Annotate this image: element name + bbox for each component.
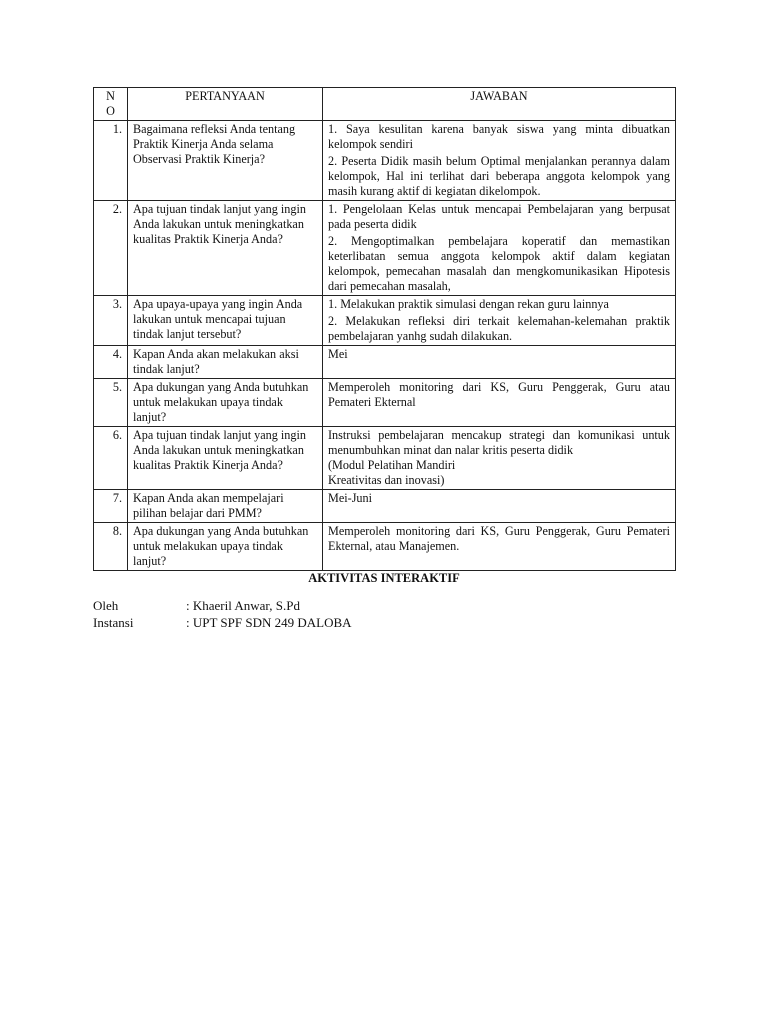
answer-line: Kreativitas dan inovasi) [328, 473, 445, 487]
header-no-line2: O [106, 104, 115, 118]
question-cell: Apa upaya-upaya yang ingin Anda lakukan untuk mencapai tujuan tindak lanjut tersebut? [128, 296, 323, 346]
answer-line: Mei [328, 347, 348, 361]
row-number: 2. [94, 201, 128, 296]
institution-line [93, 614, 352, 631]
answer-line: (Modul Pelatihan Mandiri [328, 458, 456, 472]
answer-line: Memperoleh monitoring dari KS, Guru Penggerak, Guru Pemateri Ekternal, atau Manajemen. [328, 524, 670, 553]
question-cell: Bagaimana refleksi Anda tentang Praktik Kinerja Anda selama Observasi Praktik Kinerja? [128, 121, 323, 201]
header-question: PERTANYAAN [128, 88, 323, 121]
row-number: 3. [94, 296, 128, 346]
answer-line: Memperoleh monitoring dari KS, Guru Penggerak, Guru atau Pemateri Ekternal [328, 380, 670, 409]
answer-cell [323, 523, 676, 571]
table-row [94, 379, 676, 427]
row-number: 8. [94, 523, 128, 571]
question-cell: Apa tujuan tindak lanjut yang ingin Anda lakukan untuk meningkatkan kualitas Praktik Kinerja Anda? [128, 427, 323, 490]
answer-line: 2. Mengoptimalkan pembelajara koperatif dan memastikan keterlibatan semua anggota kelompok aktif dalam kegiatan kelompok, pemecahan masalah dan mengkomunikasikan Hipotesis dari pemecahan masalah, [328, 234, 670, 293]
answer-line: 1. Pengelolaan Kelas untuk mencapai Pembelajaran yang berpusat pada peserta didik [328, 202, 670, 231]
answer-cell [323, 201, 676, 296]
answer-cell [323, 427, 676, 490]
author-label: Oleh [93, 598, 119, 613]
answer-line: 2. Melakukan refleksi diri terkait kelemahan-kelemahan praktik pembelajaran yanhg sudah dilakukan. [328, 314, 670, 343]
row-number: 7. [94, 490, 128, 523]
answer-cell [323, 490, 676, 523]
question-cell: Apa tujuan tindak lanjut yang ingin Anda lakukan untuk meningkatkan kualitas Praktik Kinerja Anda? [128, 201, 323, 296]
table-body [94, 121, 676, 571]
answer-cell [323, 379, 676, 427]
answer-line: Mei-Juni [328, 491, 373, 505]
reflection-table [93, 87, 676, 571]
question-cell: Apa dukungan yang Anda butuhkan untuk melakukan upaya tindak lanjut? [128, 379, 323, 427]
table-row [94, 296, 676, 346]
table-header-row [94, 88, 676, 121]
row-number: 1. [94, 121, 128, 201]
row-number: 5. [94, 379, 128, 427]
table-row [94, 121, 676, 201]
answer-cell [323, 346, 676, 379]
answer-line: 1. Saya kesulitan karena banyak siswa yang minta dibuatkan kelompok sendiri [328, 122, 670, 151]
table-row [94, 523, 676, 571]
table-row [94, 201, 676, 296]
answer-cell [323, 121, 676, 201]
header-no [94, 88, 128, 121]
institution-label: Instansi [93, 615, 134, 630]
row-number: 4. [94, 346, 128, 379]
question-cell: Apa dukungan yang Anda butuhkan untuk melakukan upaya tindak lanjut? [128, 523, 323, 571]
table-row [94, 490, 676, 523]
institution-value: : UPT SPF SDN 249 DALOBA [186, 615, 352, 630]
question-cell: Kapan Anda akan mempelajari pilihan belajar dari PMM? [128, 490, 323, 523]
document-title: AKTIVITAS INTERAKTIF [308, 571, 460, 585]
answer-line: 2. Peserta Didik masih belum Optimal menjalankan perannya dalam kelompok, Hal ini terlihat dari beberapa anggota kelompok yang masih kurang aktif di kegiatan dikelompok. [328, 154, 670, 198]
table-row [94, 427, 676, 490]
answer-line: 1. Melakukan praktik simulasi dengan rekan guru lainnya [328, 297, 609, 311]
row-number: 6. [94, 427, 128, 490]
author-value: : Khaeril Anwar, S.Pd [186, 598, 300, 613]
author-line [93, 597, 300, 614]
header-answer: JAWABAN [323, 88, 676, 121]
header-no-line1: N [106, 89, 115, 103]
table-row [94, 346, 676, 379]
answer-cell [323, 296, 676, 346]
question-cell: Kapan Anda akan melakukan aksi tindak lanjut? [128, 346, 323, 379]
answer-line: Instruksi pembelajaran mencakup strategi dan komunikasi untuk menumbuhkan minat dan nalar kritis peserta didik [328, 428, 670, 457]
